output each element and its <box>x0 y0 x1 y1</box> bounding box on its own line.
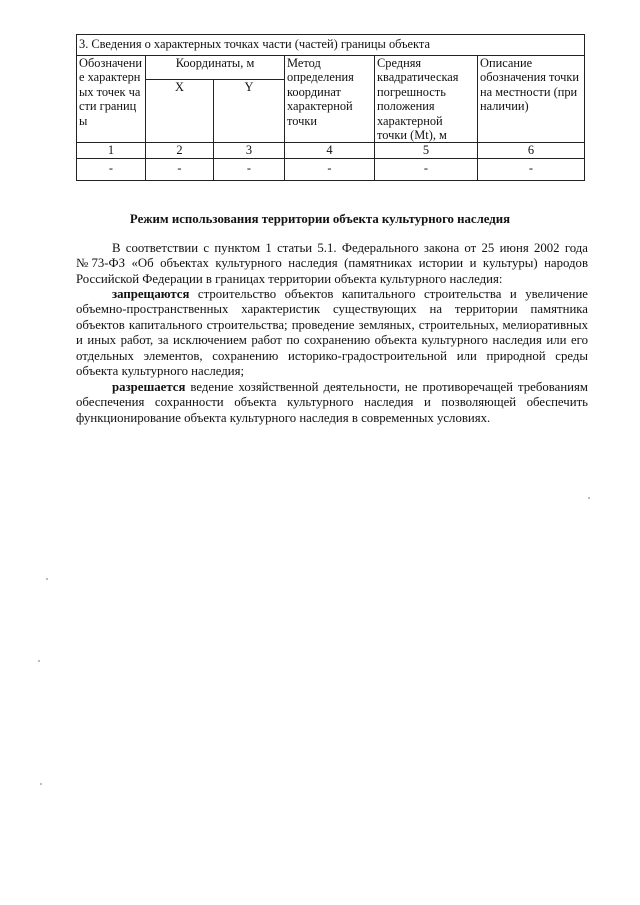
column-number: 6 <box>478 143 585 159</box>
header-method: Метод определения координат характерной точки <box>285 56 375 143</box>
permissions-paragraph <box>76 380 588 426</box>
paragraph-text: ведение хозяйственной деятельности, не противоречащей требованиям обеспечения сохранности объекта культурного наследия и позволяющей обеспечить функционирование объекта культурного наследия в современных условиях. <box>76 380 588 425</box>
table-title: 3. Сведения о характерных точках части (частей) границы объекта <box>77 35 585 56</box>
legal-basis-paragraph <box>76 241 588 287</box>
table-cell: - <box>146 159 214 181</box>
paragraph-text: строительство объектов капитального строительства и увеличение объемно-пространственных характеристик существующих на территории памятника объектов капитального строительства; проведение земляных, строительных, мелиоративных и иных работ, за исключением работ по сохранению объекта культурного наследия или его отдельных элементов, сохранению историко-градостроительной или природной среды объекта культурного наследия; <box>76 287 588 379</box>
column-number: 3 <box>214 143 285 159</box>
header-coordinates: Координаты, м <box>146 56 285 80</box>
column-number: 1 <box>77 143 146 159</box>
table-row <box>77 159 585 181</box>
header-designation: Обозначение характерных точек части границы <box>77 56 146 143</box>
boundary-points-table <box>76 34 585 181</box>
table-cell: - <box>214 159 285 181</box>
column-number: 5 <box>375 143 478 159</box>
table-cell: - <box>375 159 478 181</box>
table-cell: - <box>478 159 585 181</box>
scan-speck <box>46 578 48 580</box>
scan-speck <box>40 783 42 785</box>
header-rmse: Средняя квадратическая погрешность положения характерной точки (Mt), м <box>375 56 478 143</box>
scan-speck <box>38 660 40 662</box>
section-heading: Режим использования территории объекта культурного наследия <box>129 212 511 226</box>
header-y: Y <box>214 80 285 143</box>
paragraph-text: В соответствии с пунктом 1 статьи 5.1. Федерального закона от 25 июня 2002 года №73-ФЗ «Об объектах культурного наследия (памятниках истории и культуры) народов Российской Федерации в границах территории объекта культурного наследия: <box>76 241 588 286</box>
table-cell: - <box>77 159 146 181</box>
prohibitions-paragraph <box>76 287 588 379</box>
header-description: Описание обозначения точки на местности (при наличии) <box>478 56 585 143</box>
table-cell: - <box>285 159 375 181</box>
header-x: X <box>146 80 214 143</box>
column-number: 2 <box>146 143 214 159</box>
scan-speck <box>588 497 590 499</box>
permitted-keyword: разрешается <box>112 380 186 394</box>
column-number: 4 <box>285 143 375 159</box>
prohibited-keyword: запрещаются <box>112 287 190 301</box>
